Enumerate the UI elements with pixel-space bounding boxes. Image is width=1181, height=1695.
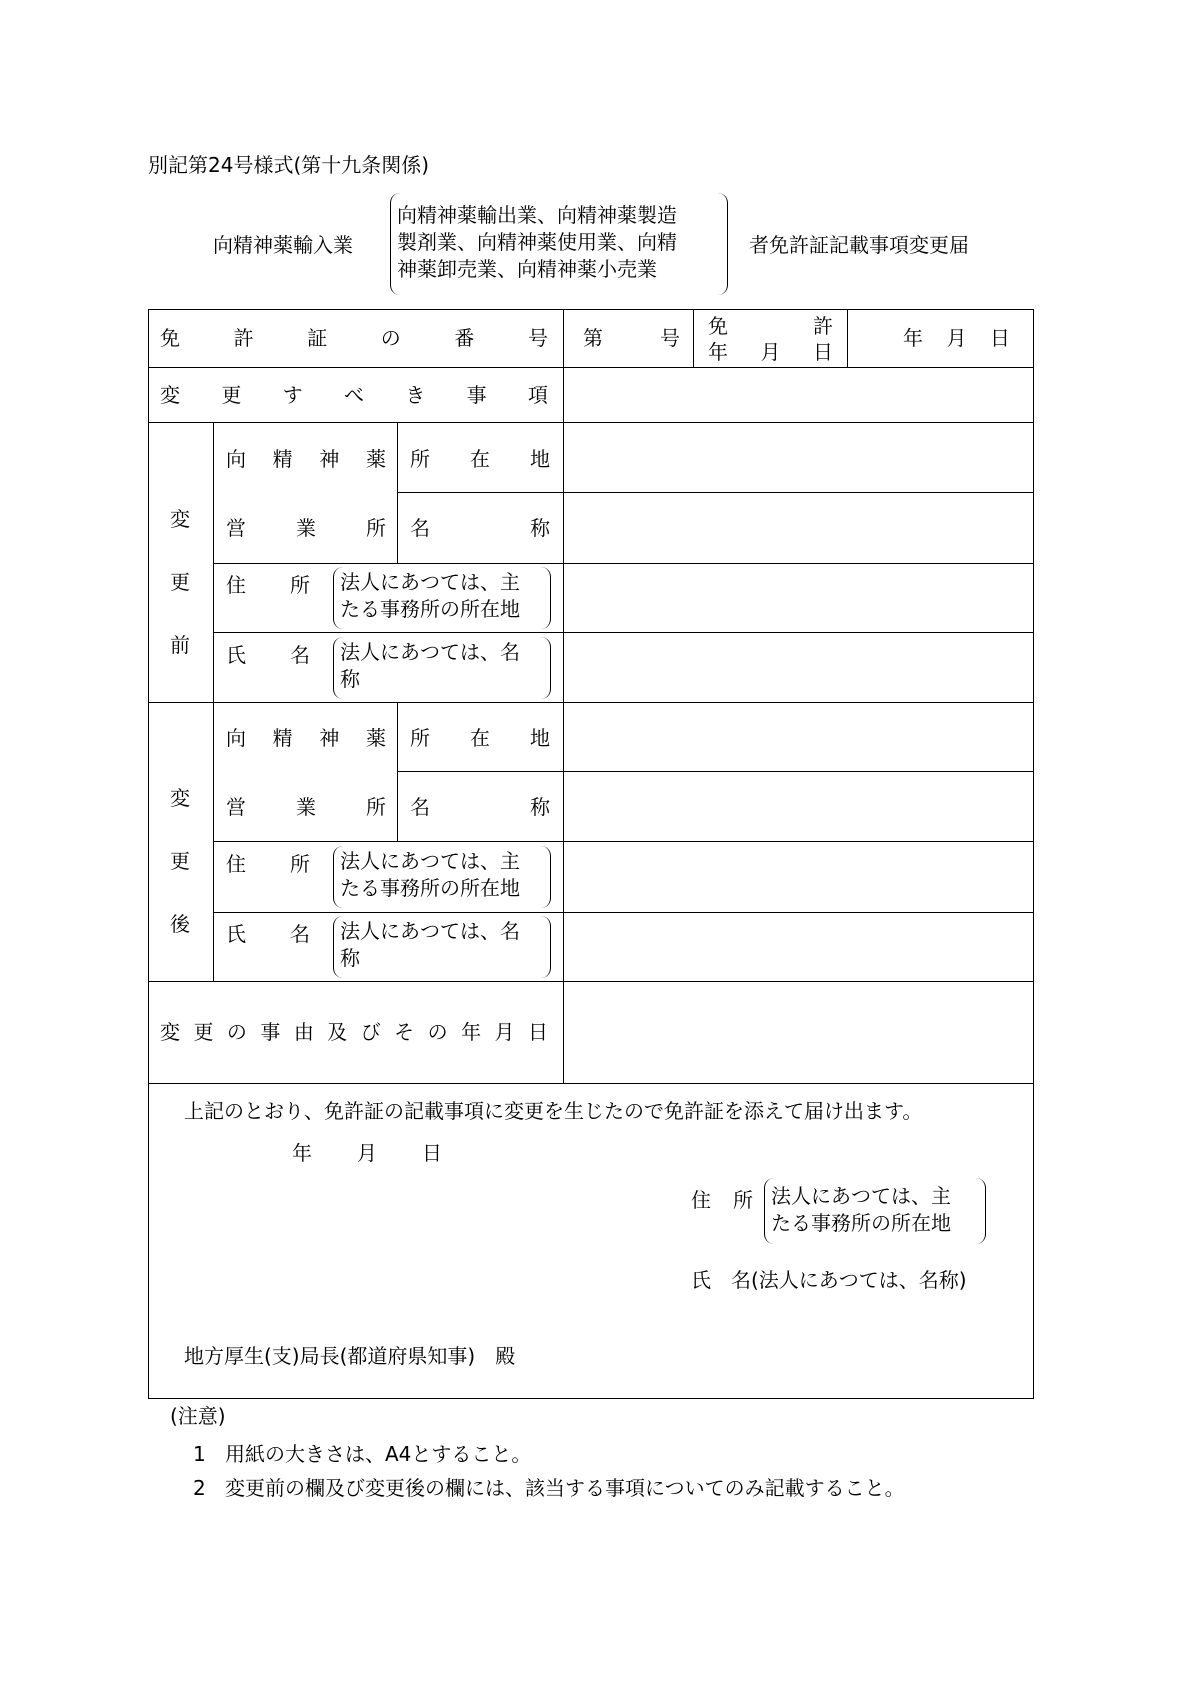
notes-heading: (注意) xyxy=(170,1404,226,1428)
address-label: 住 所 xyxy=(226,852,310,876)
person-name-note-line: 称 xyxy=(340,667,360,691)
before-label: 変更前 xyxy=(170,507,190,657)
address-note-line: たる事務所の所在地 xyxy=(340,876,520,900)
title-option-line: 製剤業、向精神薬使用業、向精 xyxy=(397,230,677,254)
after-label: 変更後 xyxy=(170,786,190,936)
title-options-bracket xyxy=(390,193,728,295)
note-number: 1 xyxy=(193,1442,206,1466)
divider xyxy=(397,492,1034,493)
title-option-line: 神薬卸売業、向精神薬小売業 xyxy=(397,257,657,281)
divider xyxy=(847,309,848,367)
office-label: 向 精 神 薬 xyxy=(226,726,386,750)
addressee: 地方厚生(支)局長(都道府県知事) 殿 xyxy=(184,1344,516,1368)
divider xyxy=(213,563,1034,564)
address-note-line: たる事務所の所在地 xyxy=(771,1211,951,1235)
license-number-label: 免 許 証 の 番 号 xyxy=(160,326,548,350)
person-name-label: 氏 名 xyxy=(226,643,310,667)
title-suffix: 者免許証記載事項変更届 xyxy=(749,233,969,257)
address-note-line: たる事務所の所在地 xyxy=(340,597,520,621)
person-name-note-bracket xyxy=(333,637,551,699)
divider xyxy=(148,367,1034,368)
divider xyxy=(213,912,1034,913)
address-label: 住 所 xyxy=(226,573,310,597)
office-label: 営 業 所 xyxy=(226,516,386,540)
divider xyxy=(213,841,1034,842)
person-name-note-line: 法人にあつては、名 xyxy=(340,919,520,943)
items-to-change-label: 変 更 す べ き 事 項 xyxy=(160,383,548,407)
divider xyxy=(397,702,398,841)
person-name-note-line: 称 xyxy=(340,946,360,970)
note-text: 用紙の大きさは、A4とすること。 xyxy=(225,1442,532,1466)
title-prefix: 向精神薬輸入業 xyxy=(213,233,353,257)
declaration-statement: 上記のとおり、免許証の記載事項に変更を生じたので免許証を添えて届け出ます。 xyxy=(184,1099,923,1123)
office-label: 向 精 神 薬 xyxy=(226,447,386,471)
address-note-line: 法人にあつては、主 xyxy=(340,849,520,873)
person-name-note-bracket xyxy=(333,916,551,978)
reason-label: 変 更 の 事 由 及 び そ の 年 月 日 xyxy=(160,1020,548,1044)
declarant-address-label: 住 所 xyxy=(691,1188,753,1212)
license-date-value: 年 月 日 xyxy=(903,326,1010,350)
declarant-address-note xyxy=(764,1178,986,1244)
divider xyxy=(397,771,1034,772)
location-label: 所 在 地 xyxy=(410,447,550,471)
address-note-bracket xyxy=(333,567,551,629)
address-note-line: 法人にあつては、主 xyxy=(771,1184,951,1208)
divider xyxy=(693,309,694,367)
divider xyxy=(397,422,398,563)
form-label: 別記第24号様式(第十九条関係) xyxy=(148,153,430,177)
license-date-label-top: 免 許 xyxy=(708,314,833,338)
license-date-label-bottom: 年 月 日 xyxy=(708,340,833,364)
name-label: 名 称 xyxy=(410,516,550,540)
address-note-line: 法人にあつては、主 xyxy=(340,570,520,594)
office-label: 営 業 所 xyxy=(226,795,386,819)
divider xyxy=(213,632,1034,633)
divider xyxy=(148,981,1034,982)
address-note-bracket xyxy=(333,846,551,908)
note-text: 変更前の欄及び変更後の欄には、該当する事項についてのみ記載すること。 xyxy=(225,1476,905,1500)
person-name-label: 氏 名 xyxy=(226,922,310,946)
divider xyxy=(148,702,1034,703)
location-label: 所 在 地 xyxy=(410,726,550,750)
note-number: 2 xyxy=(193,1476,206,1500)
divider xyxy=(148,422,1034,423)
license-number-value: 第 号 xyxy=(583,326,680,350)
declarant-name-line: 氏 名(法人にあつては、名称) xyxy=(691,1268,967,1292)
declaration-date: 年 月 日 xyxy=(292,1141,442,1165)
name-label: 名 称 xyxy=(410,795,550,819)
divider xyxy=(148,1083,1034,1084)
divider xyxy=(213,422,214,981)
title-option-line: 向精神薬輸出業、向精神薬製造 xyxy=(397,203,677,227)
divider xyxy=(563,309,564,1083)
person-name-note-line: 法人にあつては、名 xyxy=(340,640,520,664)
